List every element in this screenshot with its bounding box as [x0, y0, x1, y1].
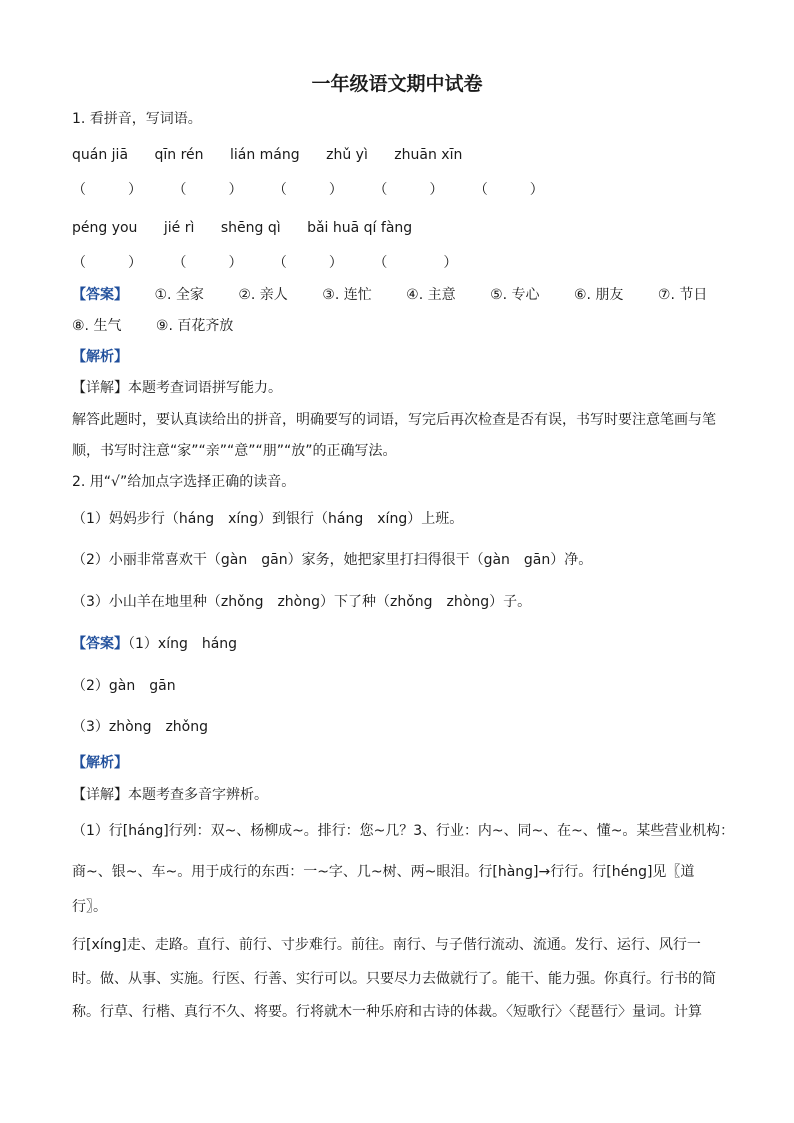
q2-paragraph-line: （1）行[háng]行列：双~、杨柳成~。排行：您~几？3、行业：内~、同~、在~、懂~。某些营业机构： — [72, 823, 735, 839]
pinyin-item: bǎi huā qí fàng — [307, 220, 413, 236]
answer-blank[interactable]: （ ） — [172, 255, 243, 271]
pinyin-item: péng you — [72, 220, 138, 236]
q2-item-2: （2）小丽非常喜欢干（gàn gān）家务，她把家里打扫得很干（gàn gān）净。 — [72, 552, 593, 568]
detail-tag: 【详解】 — [72, 787, 128, 803]
q1-detail — [72, 378, 282, 398]
answer-blank[interactable]: （ ） — [72, 182, 142, 198]
q2-item-1: （1）妈妈步行（háng xíng）到银行（háng xíng）上班。 — [72, 511, 464, 527]
q1-answer-row-2 — [72, 316, 263, 336]
question-1-stem: 1. 看拼音，写词语。 — [72, 111, 202, 127]
q1-explain-line-2: 顺，书写时注意“家”“亲”“意”“朋”“放”的正确写法。 — [72, 443, 397, 459]
answer-blank[interactable]: （ ） — [72, 255, 142, 271]
answer-item: ⑨. 百花齐放 — [155, 318, 234, 334]
q1-explain-line-1: 解答此题时，要认真读给出的拼音，明确要写的词语，写完后再次检查是否有误，书写时要注意笔画与笔 — [72, 412, 716, 428]
answer-item: ①. 全家 — [154, 287, 204, 303]
analysis-tag: 【解析】 — [72, 349, 128, 365]
pinyin-item: qīn rén — [154, 147, 204, 163]
q2-paragraph-line: 时。做、从事、实施。行医、行善、实行可以。只要尽力去做就行了。能干、能力强。你真行。行书的简 — [72, 971, 716, 987]
answer-item: ⑤. 专心 — [490, 287, 540, 303]
detail-tag: 【详解】 — [72, 380, 128, 396]
analysis-tag: 【解析】 — [72, 755, 128, 771]
answer-tag: 【答案】 — [72, 287, 128, 303]
answer-item: ③. 连忙 — [322, 287, 372, 303]
q1-answer-row-1 — [72, 285, 707, 305]
page-title: 一年级语文期中试卷 — [311, 73, 483, 95]
pinyin-row-2 — [72, 218, 434, 238]
question-2-stem: 2. 用“√”给加点字选择正确的读音。 — [72, 474, 296, 490]
answer-blank[interactable]: （ ） — [272, 182, 343, 198]
answer-blank[interactable]: （ ） — [272, 255, 343, 271]
pinyin-item: zhǔ yì — [326, 147, 368, 163]
answer-item: ⑦. 节日 — [657, 287, 708, 303]
answer-item: （1）xíng háng — [128, 636, 238, 652]
answer-item: ②. 亲人 — [238, 287, 288, 303]
q2-item-3: （3）小山羊在地里种（zhǒng zhòng）下了种（zhǒng zhòng）子。 — [72, 594, 532, 610]
q2-paragraph-line: 行〗。 — [72, 899, 107, 915]
blank-row-2 — [72, 253, 483, 273]
answer-item: ⑥. 朋友 — [573, 287, 624, 303]
detail-text: 本题考查多音字辨析。 — [128, 787, 268, 803]
pinyin-item: quán jiā — [72, 147, 129, 163]
q2-answer-1 — [72, 634, 237, 654]
q2-answer-2: （2）gàn gān — [72, 678, 176, 694]
pinyin-item: shēng qì — [220, 220, 281, 236]
q2-paragraph-line: 商~、银~、车~。用于成行的东西：一~字、几~树、两~眼泪。行[hàng]→行行。行[héng]见〖道 — [72, 864, 695, 880]
q2-paragraph-line: 称。行草、行楷、真行不久、将要。行将就木一种乐府和古诗的体裁。〈短歌行〉〈琵琶行〉量词。计算 — [72, 1004, 702, 1020]
answer-item: ⑧. 生气 — [72, 318, 122, 334]
q2-detail — [72, 785, 268, 805]
answer-blank[interactable]: （ ） — [473, 182, 544, 198]
answer-blank[interactable]: （ ） — [373, 255, 458, 271]
answer-tag: 【答案】 — [72, 636, 128, 652]
pinyin-item: zhuān xīn — [394, 147, 463, 163]
answer-blank[interactable]: （ ） — [373, 182, 444, 198]
pinyin-row-1 — [72, 145, 484, 165]
answer-blank[interactable]: （ ） — [172, 182, 243, 198]
q2-answer-3: （3）zhòng zhǒng — [72, 719, 209, 735]
blank-row-1 — [72, 180, 570, 200]
q2-paragraph-line: 行[xíng]走、走路。直行、前行、寸步难行。前往。南行、与子偕行流动、流通。发行、运行、风行一 — [72, 937, 701, 953]
pinyin-item: lián máng — [229, 147, 300, 163]
detail-text: 本题考查词语拼写能力。 — [128, 380, 282, 396]
pinyin-item: jié rì — [163, 220, 195, 236]
answer-item: ④. 主意 — [406, 287, 456, 303]
